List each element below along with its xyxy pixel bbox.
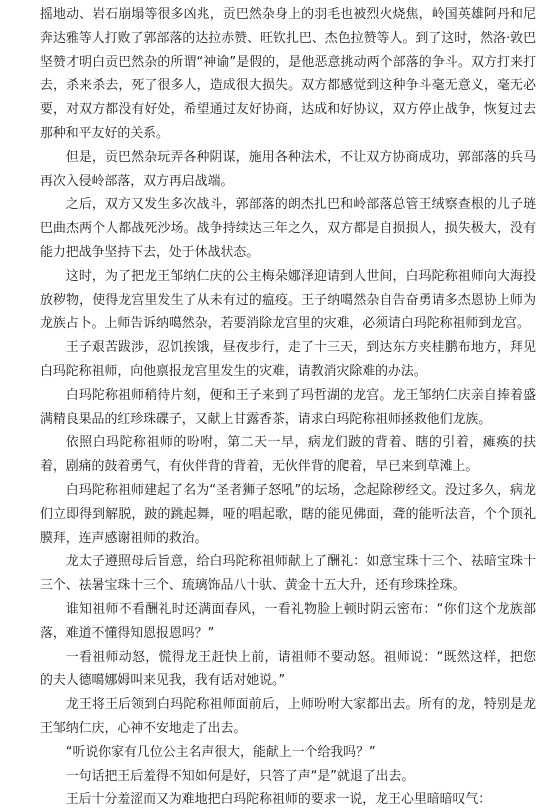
paragraph-1: 摇地动、岩石崩塌等很多凶兆，贡巴然杂身上的羽毛也被烈火烧焦，岭国英雄阿丹和尼奔达雅等人打败了郭部落的达拉赤赞、旺钦扎巴、杰色拉赞等人。到了这时，然洛·敦巴坚赞才明白贡巴然杂的所谓“神谕”是假的，是他恶意挑动两个部落的争斗。双方打来打去，杀来杀去，死了很多人，造成很大损失。双方都感觉到这种争斗毫无意义，毫无必要，对双方都没有好处，希望通过友好协商，达成和好协议，双方停止战争，恢复过去那种和平友好的关系。 [40,7,536,141]
paragraph-13: “听说你家有几位公主名声很大，能献上一个给我吗？” [65,744,376,760]
paragraph-14: 一句话把王后羞得不知如何是好，只答了声“是”就退了出去。 [65,768,415,784]
paragraph-9: 龙太子遵照母后旨意，给白玛陀称祖师献上了酬礼：如意宝珠十三个、祛暗宝珠十三个、祛暑宝珠十三个、琉璃饰品八十驮、黄金十五大升，还有珍珠拴珠。 [40,554,536,594]
paragraph-8: 白玛陀称祖师建起了名为“圣者狮子怒吼”的坛场，念起除秽经文。没过多久，病龙们立即得到解脱，跛的跳起舞，哑的唱起歌，瞎的能见佛面，聋的能听法音，个个顶礼膜拜，连声感谢祖师的救治。 [40,482,536,546]
paragraph-15: 王后十分羞涩而又为难地把白玛陀称祖师的要求一说，龙王心里暗暗叹气： [65,792,492,808]
paragraph-5: 王子艰苦跋涉，忍饥挨饿，昼夜步行，走了十三天，到达东方夹桂鹏布地方，拜见白玛陀称祖师，向他禀报龙宫里发生的灾难，请教消灾除难的办法。 [40,340,536,379]
paragraph-7: 依照白玛陀称祖师的吩咐，第二天一早，病龙们跛的背着、瞎的引着，瘫痪的扶着，剧痛的鼓着勇气，有伙伴背的背着，无伙伴背的爬着，早已来到草滩上。 [40,435,536,475]
paragraph-10: 谁知祖师不看酬礼时还满面春风，一看礼物脸上顿时阴云密布：“你们这个龙族部落，难道不懂得知恩报恩吗？” [40,601,536,641]
paragraph-4: 这时，为了把龙王邹纳仁庆的公主梅朵娜泽迎请到人世间，白玛陀称祖师向大海投放秽物，使得龙宫里发生了从未有过的瘟疫。王子纳噶然杂自告奋勇请多杰恩协上师为龙族占卜。上师告诉纳噶然杂，若要消除龙宫里的灾难，必须请白玛陀称祖师到龙宫。 [40,268,536,332]
paragraph-11: 一看祖师动怒，慌得龙王赶快上前，请祖师不要动怒。祖师说：“既然这样，把您的夫人德噶娜姆叫来见我，我有话对她说。” [40,649,536,689]
paragraph-2: 但是，贡巴然杂玩弄各种阴谋，施用各种法术，不让双方协商成功，郭部落的兵马再次入侵岭部落，双方再启战端。 [40,149,536,189]
paragraph-12: 龙王将王后领到白玛陀称祖师面前后，上师吩咐大家都出去。所有的龙，特别是龙王邹纳仁庆，心神不安地走了出去。 [40,697,536,736]
paragraph-6: 白玛陀称祖师稍待片刻，便和王子来到了玛哲湖的龙宫。龙王邹纳仁庆亲自捧着盛满精良果品的红珍珠碟子，又献上甘露香茶，请求白玛陀称祖师拯救他们龙族。 [40,387,536,427]
paragraph-3: 之后，双方又发生多次战斗，郭部落的朗杰扎巴和岭部落总管王绒察查根的儿子琏巴曲杰两个人都战死沙场。战争持续达三年之久，双方都是自损损人，损失极大，没有能力把战争坚持下去，处于休战状态。 [40,197,536,260]
